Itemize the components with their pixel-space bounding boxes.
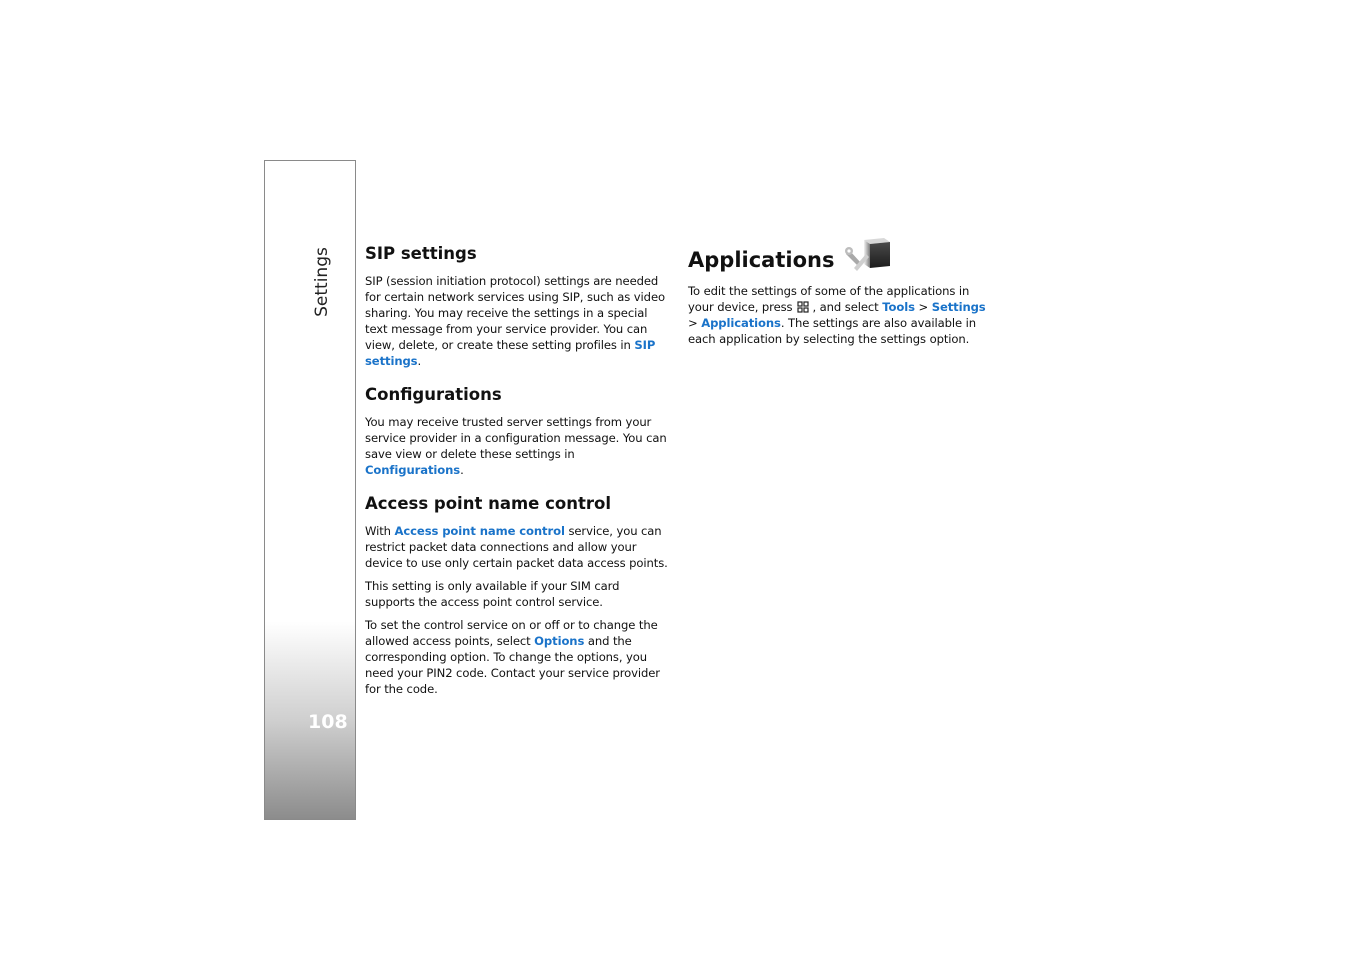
applications-heading (688, 236, 994, 272)
sip-settings-link[interactable]: SIP settings (365, 338, 656, 368)
page-number: 108 (308, 711, 348, 733)
settings-link[interactable]: Settings (931, 300, 986, 314)
configurations-text: You may receive trusted server settings from your service provider in a configuration message. You can save view or delete these settings in Configurations. (365, 415, 667, 477)
sip-settings-section (365, 244, 671, 369)
configurations-section (365, 385, 671, 478)
apn-control-heading: Access point name control (365, 494, 611, 513)
apn-control-text-1: With Access point name control service, you can restrict packet data connections and allow your device to use only certain packet data access points. (365, 524, 668, 570)
configurations-link[interactable]: Configurations (365, 463, 461, 477)
apn-control-text-3: To set the control service on or off or to change the allowed access points, select Options and the corresponding option. To change the options, you need your PIN2 code. Contact your service provider for the code. (365, 618, 660, 696)
applications-title: Applications (688, 248, 835, 272)
chapter-title: Settings (312, 247, 332, 317)
applications-tools-icon (842, 236, 892, 272)
configurations-heading: Configurations (365, 385, 502, 404)
apn-control-link[interactable]: Access point name control (394, 524, 565, 538)
right-column (688, 236, 994, 354)
options-link[interactable]: Options (534, 634, 585, 648)
left-column (365, 244, 671, 713)
sip-settings-text: SIP (session initiation protocol) settings are needed for certain network services using SIP, such as video sharing. You may receive the settings in a special text message from your service provider. You can view, delete, or create these setting profiles in SIP settings. (365, 274, 665, 368)
menu-key-icon (797, 301, 809, 313)
applications-text: To edit the settings of some of the applications in your device, press , and select Tools > Settings > Applications. The settings are also available in each application by selecting the settings option. (688, 284, 986, 346)
applications-link[interactable]: Applications (701, 316, 781, 330)
apn-control-text-2: This setting is only available if your SIM card supports the access point control service. (365, 579, 620, 609)
apn-control-section (365, 494, 671, 697)
sip-settings-heading: SIP settings (365, 244, 477, 263)
tools-link[interactable]: Tools (882, 300, 915, 314)
chapter-tab (310, 249, 334, 315)
